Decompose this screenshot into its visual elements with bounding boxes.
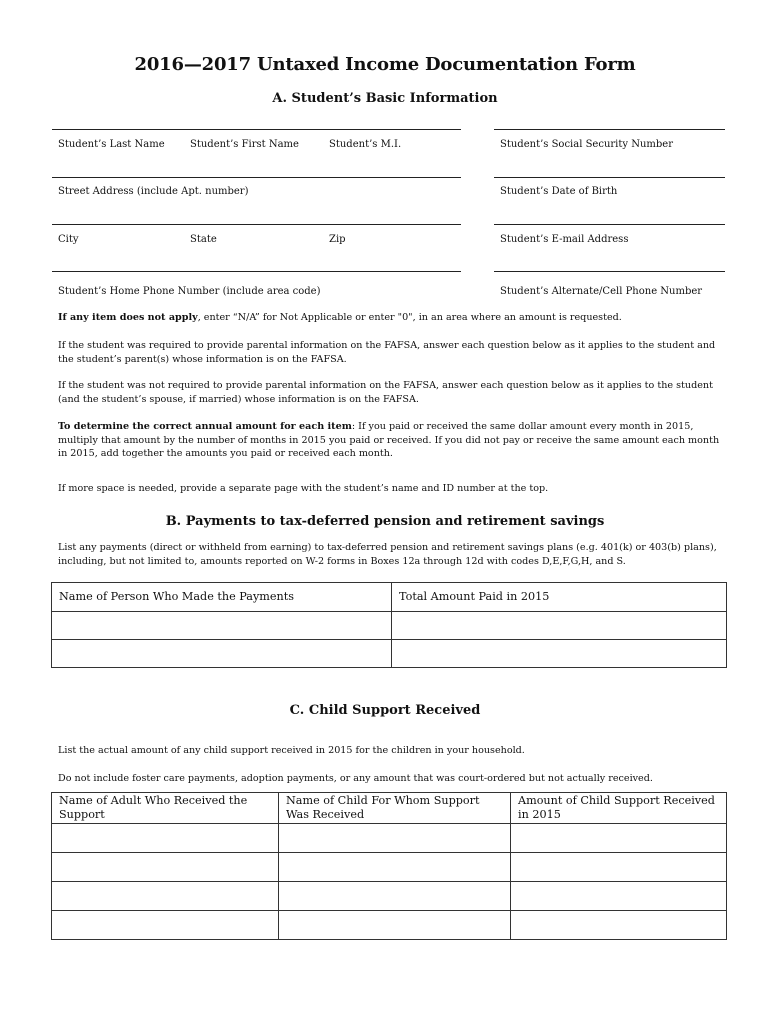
street-label: Street Address (include Apt. number) bbox=[58, 186, 249, 197]
table-row bbox=[52, 853, 727, 882]
instruction-parental-not-required: If the student was not required to provide parental information on the FAFSA, answer each question below as it applies to the student (and the student’s spouse, if married) whose information is on the FAFSA. bbox=[58, 380, 713, 405]
column-header: Name of Adult Who Received the Support bbox=[52, 793, 279, 824]
child-name-cell[interactable] bbox=[279, 911, 511, 940]
rule-a2-right bbox=[494, 177, 725, 178]
city-label: City bbox=[58, 234, 79, 245]
table-row bbox=[52, 882, 727, 911]
child-name-cell[interactable] bbox=[279, 882, 511, 911]
table-header-row bbox=[52, 583, 727, 612]
mi-label: Student’s M.I. bbox=[329, 139, 402, 150]
column-header: Amount of Child Support Received in 2015 bbox=[511, 793, 727, 824]
support-amount-cell[interactable] bbox=[511, 911, 727, 940]
rule-a1-left bbox=[52, 129, 461, 130]
support-amount-cell[interactable] bbox=[511, 853, 727, 882]
child-name-cell[interactable] bbox=[279, 824, 511, 853]
last-name-label: Student’s Last Name bbox=[58, 139, 165, 150]
rule-a1-right bbox=[494, 129, 725, 130]
table-row bbox=[52, 640, 727, 668]
instruction-na bbox=[58, 311, 722, 325]
child-support-table bbox=[51, 792, 727, 940]
support-amount-cell[interactable] bbox=[511, 882, 727, 911]
dob-label: Student’s Date of Birth bbox=[500, 186, 618, 197]
section-b-description: List any payments (direct or withheld from earning) to tax-deferred pension and retirement savings plans (e.g. 401(k) or 403(b) plans), including, but not limited to, amounts reported on W-2 forms in Boxes 12a through 12d with codes D,E,F,G,H, and S. bbox=[58, 542, 717, 567]
zip-label: Zip bbox=[329, 234, 346, 245]
rule-a4-right bbox=[494, 271, 725, 272]
section-c-line1: List the actual amount of any child support received in 2015 for the children in your household. bbox=[58, 745, 525, 756]
section-c-line2: Do not include foster care payments, adoption payments, or any amount that was court-ordered but not actually received. bbox=[58, 773, 653, 784]
adult-name-cell[interactable] bbox=[52, 911, 279, 940]
rule-a3-left bbox=[52, 224, 461, 225]
home-phone-label: Student’s Home Phone Number (include area code) bbox=[58, 286, 321, 297]
section-c-heading: C. Child Support Received bbox=[289, 703, 481, 718]
rule-a4-left bbox=[52, 271, 461, 272]
instruction-more-space: If more space is needed, provide a separate page with the student’s name and ID number at the top. bbox=[58, 483, 549, 494]
rule-a2-left bbox=[52, 177, 461, 178]
column-header: Total Amount Paid in 2015 bbox=[392, 583, 727, 612]
adult-name-cell[interactable] bbox=[52, 853, 279, 882]
column-header: Name of Person Who Made the Payments bbox=[52, 583, 392, 612]
instruction-annual-rest: : If you paid or received the same dollar amount every month in 2015, multiply that amount by the number of months in 2015 you paid or received. If you did not pay or receive the same amount each month in 2015, add together the amounts you paid or received each month. bbox=[58, 421, 720, 460]
payer-name-cell[interactable] bbox=[52, 612, 392, 640]
table-row bbox=[52, 911, 727, 940]
form-title: 2016—2017 Untaxed Income Documentation Form bbox=[134, 54, 636, 75]
rule-a3-right bbox=[494, 224, 725, 225]
email-label: Student’s E-mail Address bbox=[500, 234, 629, 245]
section-b-heading: B. Payments to tax-deferred pension and retirement savings bbox=[165, 514, 605, 529]
first-name-label: Student’s First Name bbox=[190, 139, 299, 150]
ssn-label: Student’s Social Security Number bbox=[500, 139, 673, 150]
adult-name-cell[interactable] bbox=[52, 882, 279, 911]
table-header-row bbox=[52, 793, 727, 824]
amount-paid-cell[interactable] bbox=[392, 612, 727, 640]
table-row bbox=[52, 612, 727, 640]
amount-paid-cell[interactable] bbox=[392, 640, 727, 668]
child-name-cell[interactable] bbox=[279, 853, 511, 882]
instruction-annual-bold: To determine the correct annual amount for each item bbox=[58, 421, 352, 432]
cell-phone-label: Student’s Alternate/Cell Phone Number bbox=[500, 286, 703, 297]
column-header: Name of Child For Whom Support Was Received bbox=[279, 793, 511, 824]
adult-name-cell[interactable] bbox=[52, 824, 279, 853]
retirement-payments-table bbox=[51, 582, 727, 668]
table-row bbox=[52, 824, 727, 853]
instruction-na-rest: , enter “N/A” for Not Applicable or enter "0", in an area where an amount is requested. bbox=[197, 312, 622, 323]
support-amount-cell[interactable] bbox=[511, 824, 727, 853]
state-label: State bbox=[190, 234, 217, 245]
payer-name-cell[interactable] bbox=[52, 640, 392, 668]
instruction-annual-amount bbox=[58, 420, 722, 461]
section-a-heading: A. Student’s Basic Information bbox=[272, 91, 498, 106]
instruction-parental-required: If the student was required to provide parental information on the FAFSA, answer each question below as it applies to the student and the student’s parent(s) whose information is on the FAFSA. bbox=[58, 340, 716, 365]
instruction-na-bold: If any item does not apply bbox=[58, 312, 198, 323]
